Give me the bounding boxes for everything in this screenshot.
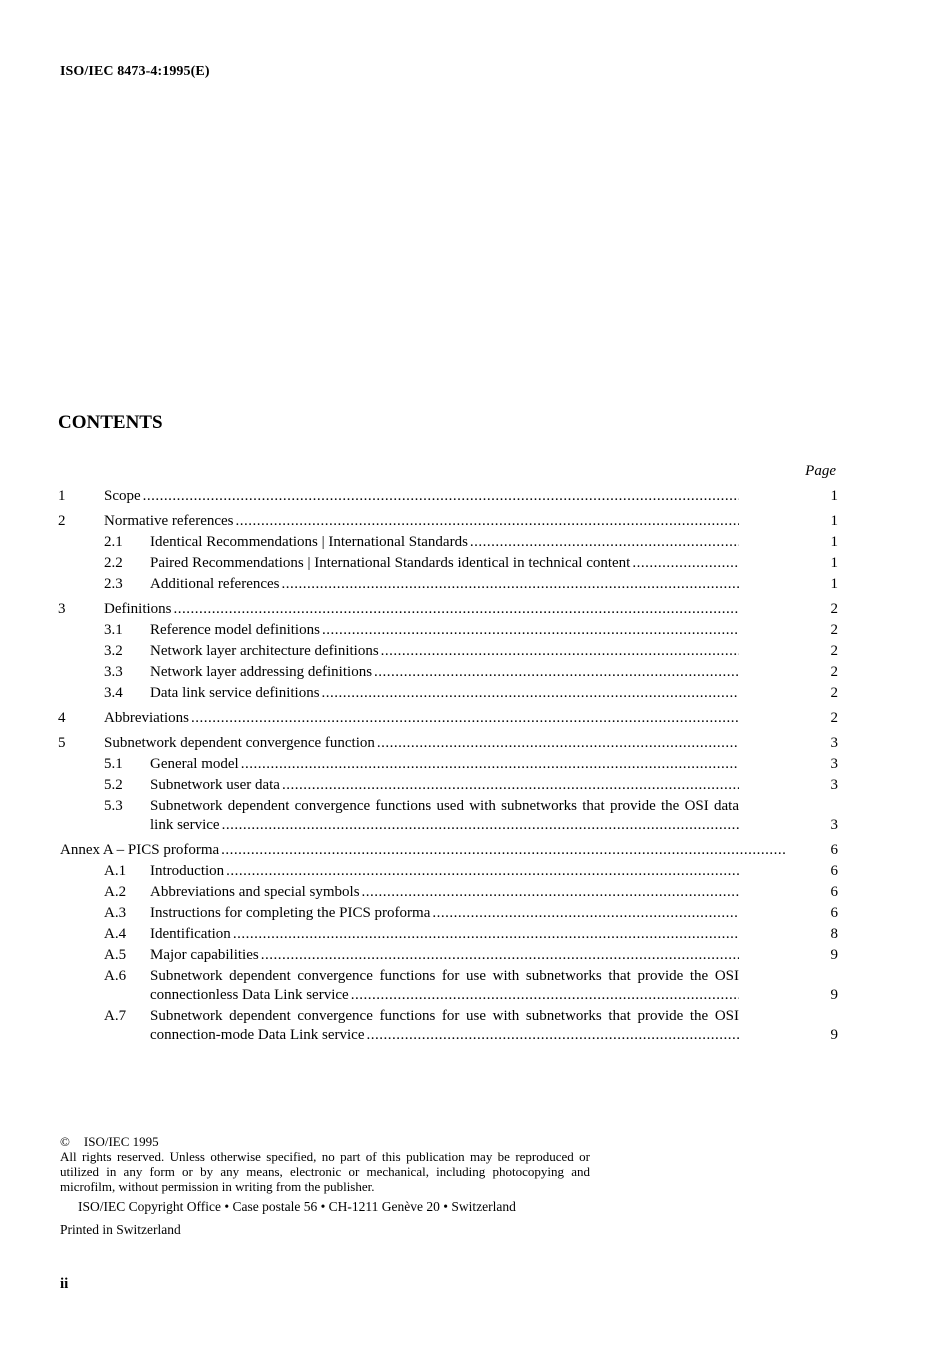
toc-entry-title: Abbreviations and special symbols	[150, 884, 360, 900]
dot-leader	[367, 1026, 740, 1045]
toc-entry-page: 2	[830, 664, 838, 680]
toc-entry-page: 2	[830, 601, 838, 617]
dot-leader	[143, 487, 739, 506]
toc-subentry[interactable]	[58, 776, 838, 795]
dot-leader	[282, 575, 739, 594]
dot-leader	[381, 642, 739, 661]
toc-entry-number: 2.1	[104, 534, 123, 550]
toc-subentry[interactable]	[58, 946, 838, 965]
toc-entry-number: A.3	[104, 905, 127, 921]
dot-leader	[221, 841, 785, 860]
toc-entry-number: 1	[58, 488, 66, 504]
toc-entry-title: Paired Recommendations | International Standards identical in technical content	[150, 555, 631, 571]
toc-subentry[interactable]	[58, 684, 838, 703]
toc-entry-title: Introduction	[150, 863, 225, 879]
page-column-label: Page	[805, 463, 836, 479]
toc-entry-page: 3	[830, 777, 838, 793]
toc-subentry[interactable]	[58, 755, 838, 774]
toc-entry-title: Subnetwork dependent convergence functions for use with subnetworks that provide the OSI	[150, 1008, 739, 1024]
toc-entry-title: Major capabilities	[150, 947, 259, 963]
toc-entry-page: 2	[830, 622, 838, 638]
toc-entry-number: 4	[58, 710, 66, 726]
dot-leader	[322, 684, 739, 703]
copyright-holder: ISO/IEC 1995	[83, 1134, 159, 1149]
toc-entry-title-continued: connection-mode Data Link service	[150, 1027, 365, 1043]
toc-entry-number: 5.2	[104, 777, 123, 793]
toc-subentry[interactable]	[58, 904, 838, 923]
toc-entry-title: Subnetwork dependent convergence function	[104, 735, 375, 751]
toc-subentry[interactable]	[58, 642, 838, 661]
page-number: ii	[60, 1276, 69, 1292]
toc-entry-title: Additional references	[150, 576, 280, 592]
toc-entry-number: 3.1	[104, 622, 123, 638]
dot-leader	[191, 709, 739, 728]
toc-entry[interactable]	[58, 512, 838, 531]
dot-leader	[282, 776, 739, 795]
toc-entry-number: A.5	[104, 947, 127, 963]
toc-entry-page: 1	[830, 513, 838, 529]
toc-entry-number: 5.3	[104, 798, 123, 814]
toc-subentry[interactable]	[58, 967, 838, 1005]
toc-entry-number: 3.4	[104, 685, 123, 701]
dot-leader	[351, 986, 739, 1005]
toc-entry-title-continued: link service	[150, 817, 220, 833]
toc-entry-page: 2	[830, 643, 838, 659]
toc-entry-page: 9	[830, 947, 838, 963]
toc-entry-title: Scope	[104, 488, 141, 504]
toc-entry-number: 3	[58, 601, 66, 617]
toc-entry[interactable]	[58, 734, 838, 753]
toc-entry-title: Normative references	[104, 513, 234, 529]
toc-subentry[interactable]	[58, 862, 838, 881]
toc-entry-number: A.7	[104, 1008, 127, 1024]
toc-entry-title: Reference model definitions	[150, 622, 320, 638]
toc-entry-title: Network layer architecture definitions	[150, 643, 379, 659]
dot-leader	[362, 883, 739, 902]
toc-entry-page: 6	[830, 842, 838, 858]
toc-entry-page: 1	[830, 555, 838, 571]
toc-entry-page: 6	[830, 905, 838, 921]
dot-leader	[377, 734, 739, 753]
toc-entry-title: Subnetwork user data	[150, 777, 280, 793]
toc-entry-title-continued: connectionless Data Link service	[150, 987, 349, 1003]
toc-entry-page: 3	[830, 817, 838, 833]
toc-entry-number: A.6	[104, 968, 127, 984]
toc-entry-title: Data link service definitions	[150, 685, 320, 701]
toc-entry-page: 1	[830, 488, 838, 504]
toc-subentry[interactable]	[58, 621, 838, 640]
toc-entry-page: 2	[830, 710, 838, 726]
toc-entry-number: A.1	[104, 863, 127, 879]
toc-subentry[interactable]	[58, 533, 838, 552]
toc-entry-title: Annex A – PICS proforma	[60, 842, 220, 858]
toc-entry-page: 9	[830, 987, 838, 1003]
dot-leader	[174, 600, 740, 619]
toc-entry-number: 3.2	[104, 643, 123, 659]
dot-leader	[226, 862, 739, 881]
dot-leader	[261, 946, 739, 965]
toc-entry-title: General model	[150, 756, 239, 772]
copyright-notice: All rights reserved. Unless otherwise specified, no part of this publication may be reproduced or utilized in any form or by any means, electronic or mechanical, including photocopying and microfilm, without permission in writing from the publisher.	[60, 1149, 590, 1194]
toc-entry-number: 2	[58, 513, 66, 529]
toc-entry-title: Subnetwork dependent convergence functions for use with subnetworks that provide the OSI	[150, 968, 739, 984]
toc-entry-page: 3	[830, 756, 838, 772]
toc-entry-number: 5.1	[104, 756, 123, 772]
toc-entry-page: 1	[830, 576, 838, 592]
toc-entry-page: 6	[830, 863, 838, 879]
toc-entry-title: Identification	[150, 926, 231, 942]
toc-entry[interactable]	[58, 709, 838, 728]
dot-leader	[241, 755, 739, 774]
toc-entry-number: 2.3	[104, 576, 123, 592]
document-identifier: ISO/IEC 8473-4:1995(E)	[60, 64, 210, 79]
toc-entry-title: Subnetwork dependent convergence functions used with subnetworks that provide the OSI data	[150, 798, 739, 814]
toc-subentry[interactable]	[58, 554, 838, 573]
toc-entry-page: 1	[830, 534, 838, 550]
toc-subentry[interactable]	[58, 925, 838, 944]
toc-subentry[interactable]	[58, 1007, 838, 1045]
toc-entry[interactable]	[58, 487, 838, 506]
dot-leader	[470, 533, 739, 552]
toc-subentry[interactable]	[58, 575, 838, 594]
toc-subentry[interactable]	[58, 797, 838, 835]
printed-in: Printed in Switzerland	[60, 1222, 181, 1237]
toc-entry-number: 2.2	[104, 555, 123, 571]
toc-entry-page: 3	[830, 735, 838, 751]
toc-entry-number: A.4	[104, 926, 127, 942]
toc-entry-page: 9	[830, 1027, 838, 1043]
toc-entry-number: 5	[58, 735, 66, 751]
copyright-symbol: ©	[60, 1134, 70, 1149]
toc-entry-title: Network layer addressing definitions	[150, 664, 373, 680]
toc-entry-title: Identical Recommendations | International Standards	[150, 534, 468, 550]
toc-entry-number: 3.3	[104, 664, 123, 680]
toc-entry-annex[interactable]	[58, 841, 838, 860]
toc-entry-title: Abbreviations	[104, 710, 189, 726]
dot-leader	[632, 554, 739, 573]
toc-subentry[interactable]	[58, 883, 838, 902]
toc-entry[interactable]	[58, 600, 838, 619]
toc-entry-title: Definitions	[104, 601, 172, 617]
toc-entry-page: 8	[830, 926, 838, 942]
dot-leader	[374, 663, 739, 682]
dot-leader	[233, 925, 739, 944]
toc-entry-number: A.2	[104, 884, 127, 900]
copyright-office-address: ISO/IEC Copyright Office • Case postale 56 • CH-1211 Genève 20 • Switzerland	[78, 1199, 516, 1214]
table-of-contents	[58, 487, 838, 1045]
toc-subentry[interactable]	[58, 663, 838, 682]
dot-leader	[322, 621, 739, 640]
copyright-block	[60, 1134, 590, 1194]
toc-entry-page: 6	[830, 884, 838, 900]
dot-leader	[236, 512, 739, 531]
toc-entry-title: Instructions for completing the PICS proforma	[150, 905, 431, 921]
contents-heading: CONTENTS	[58, 412, 163, 433]
toc-entry-page: 2	[830, 685, 838, 701]
dot-leader	[222, 816, 739, 835]
dot-leader	[432, 904, 739, 923]
